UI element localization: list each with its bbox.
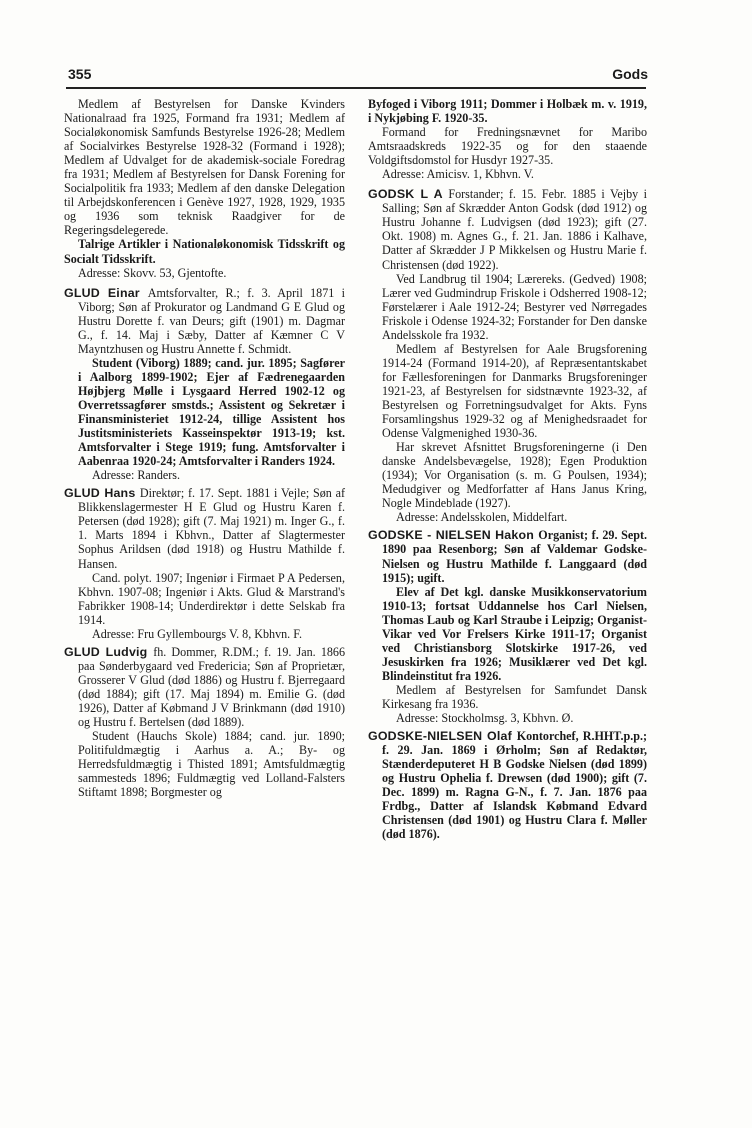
continuation-paragraph: Talrige Artikler i Nationaløkonomisk Tidsskrift og Socialt Tidsskrift.	[64, 237, 345, 266]
address-line: Adresse: Amicisv. 1, Kbhvn. V.	[382, 167, 534, 182]
address-line: Adresse: Fru Gyllembourgs V. 8, Kbhvn. F.	[92, 626, 303, 641]
page-number: 355	[68, 66, 92, 82]
entry-paragraph: Medlem af Bestyrelsen for Samfundet Dansk Kirkesang fra 1936.	[382, 682, 647, 711]
entry-paragraph: Cand. polyt. 1907; Ingeniør i Firmaet P A Pedersen, Kbhvn. 1907-08; Ingeniør i Akts. Glud & Marstrand's Fabrikker 1908-14; Underdirektør i dette Selskab fra 1914.	[78, 570, 345, 627]
entry-paragraph: Elev af Det kgl. danske Musikkonservatorium 1910-13; fortsat Uddannelse hos Carl Nielsen, Thomas Laub og Karl Straube i Leipzig; Organist-Vikar ved Vor Frelsers Kirke 1911-17; Organist ved Christiansborg Slotskirke 1917-26, ved Jesuskirken fra 1926; Musiklærer ved Det kgl. Blindeinstitut fra 1926.	[382, 584, 647, 683]
continuation-paragraph: Formand for Fredningsnævnet for Maribo Amtsraadskreds 1922-35 og for den staaende Voldgiftsdomstol for Husdyr 1927-35.	[368, 125, 647, 168]
entry-name: GLUD Hans	[64, 486, 140, 501]
entry-name: GLUD Einar	[64, 285, 148, 300]
entry-paragraph: Medlem af Bestyrelsen for Aale Brugsforening 1914-24 (Formand 1914-20), af Repræsentantskabet for Fællesforeningen for Danmarks Brugsforeninger 1921-23, af Bestyrelsen for sidstnævnte 1923-32, af Bestyrelsen og Forretningsudvalget for Akts. Fyns Forsamlingshus 1929-32 og af Menighedsraadet for Odense Valgmenighed 1930-36.	[382, 341, 647, 441]
entry-paragraph: Har skrevet Afsnittet Brugsforeningerne (i Den danske Andelsbevægelse, 1928); Egen Produktion (1934); Vor Organisation (s. m. G Poulsen, 1934); Medudgiver og Medforfatter af Hans Janus Kring, Nogle Mindeblade (1927).	[382, 440, 647, 511]
biography-entry	[368, 528, 647, 725]
entry-lead-text: Amtsforvalter, R.; f. 3. April 1871 i Viborg; Søn af Prokurator og Landmand G E Glud og Hustru Dorette f. van Deurs; gift (1901) m. Dagmar G., f. 14. Maj i Sæby, Datter af Kæmner C V Mayntzhusen og Hustru Annette f. Schmidt.	[78, 285, 345, 356]
entry-paragraph: Student (Hauchs Skole) 1884; cand. jur. 1890; Politifuldmægtig i Aarhus a. A.; By- og Herredsfuldmægtig i Thisted 1891; Amtsfuldmægtig sammesteds 1896; Fuldmægtig ved Lolland-Falsters Stiftamt 1898; Borgmester og	[78, 729, 345, 800]
address-line: Adresse: Randers.	[92, 468, 180, 483]
entry-paragraph: Student (Viborg) 1889; cand. jur. 1895; Sagfører i Aalborg 1899-1902; Ejer af Fædrenegaarden Højbjerg Mølle i Lysgaard Herred 1902-12 og Overretssagfører smstds.; Assistent og Sekretær i Finansministeriet 1912-24, tillige Assistent hos Justitsministeriets Kasseinspektør 1913-19; kst. Amtsforvalter i Stege 1919; fung. Amtsforvalter i Aabenraa 1920-24; Amtsforvalter i Randers 1924.	[78, 355, 345, 469]
entry-lead-text: Organist; f. 29. Sept. 1890 paa Resenborg; Søn af Valdemar Godske-Nielsen og Hustru Mathilde f. Langgaard (død 1915); ugift.	[382, 528, 648, 585]
biography-entry	[368, 187, 647, 524]
entry-lead-text: fh. Dommer, R.DM.; f. 19. Jan. 1866 paa Sønderbygaard ved Fredericia; Søn af Proprietær, Grosserer V Glud (død 1886) og Hustru f. Bjerregaard (død 1884); gift (17. Maj 1894) m. Emilie G. (død 1926), Datter af Købmand J V Brinkmann (død 1910) og Hustru f. Bertelsen (død 1889).	[78, 644, 346, 730]
address-line: Adresse: Andelsskolen, Middelfart.	[396, 510, 568, 525]
address-line: Adresse: Skovv. 53, Gjentofte.	[78, 265, 227, 280]
continuation-paragraph: Medlem af Bestyrelsen for Danske Kvinders Nationalraad fra 1925, Formand fra 1931; Medlem af Socialøkonomisk Samfunds Bestyrelse 1926-28; Medlem af Socialvirkes Bestyrelse 1928-32 (Formand i 1928); Medlem af Udvalget for de akademisk-sociale Foredrag fra 1931; Medlem af Bestyrelsen for Dansk Forening for Socialpolitik fra 1933; Medlem af den danske Delegation til Arbejdskonferencen i Genève 1927, 1928, 1929, 1935 og 1936 som teknisk Raadgiver for de Regeringsdelegerede.	[64, 97, 345, 238]
entry-name: GODSKE - NIELSEN Hakon	[368, 528, 539, 543]
biography-entry	[368, 729, 647, 841]
address-line: Adresse: Stockholmsg. 3, Kbhvn. Ø.	[396, 711, 574, 726]
right-column	[368, 97, 647, 841]
entry-paragraph: Ved Landbrug til 1904; Lærereks. (Gedved) 1908; Lærer ved Gudmindrup Friskole i Odsherred 1908-12; Førstelærer i Aale 1912-24; Bestyrer ved Nørregades Friskole i Odense 1924-32; Forstander for Den danske Andelsskole fra 1932.	[382, 271, 647, 342]
biography-entry	[64, 286, 345, 483]
header-rule	[66, 87, 646, 89]
left-column	[64, 97, 345, 799]
continuation-paragraph: Byfoged i Viborg 1911; Dommer i Holbæk m. v. 1919, i Nykjøbing F. 1920-35.	[368, 97, 647, 126]
page-header	[68, 66, 648, 86]
running-head: Gods	[612, 66, 648, 82]
entry-lead-text: Kontorchef, R.HHT.p.p.; f. 29. Jan. 1869 i Ørholm; Søn af Redaktør, Stænderdeputeret H B Godske Nielsen (død 1899) og Hustru Ophelia f. Drewsen (død 1900); gift (7. Dec. 1899) m. Ragna G-N., f. 7. Jan. 1876 paa Frdbg., Datter af Islandsk Købmand Edvard Christensen (død 1901) og Hustru Clara f. Møller (død 1876).	[382, 729, 647, 842]
entry-name: GODSKE-NIELSEN Olaf	[368, 729, 517, 744]
entry-name: GODSK L A	[368, 187, 449, 202]
entry-name: GLUD Ludvig	[64, 644, 154, 659]
entry-lead-text: Forstander; f. 15. Febr. 1885 i Vejby i Salling; Søn af Skrædder Anton Godsk (død 1912) og Hustru Johanne f. Ludvigsen (død 1923); gift (27. Okt. 1908) m. Agnes G., f. 21. Jan. 1886 i Kalhave, Datter af Skrædder J P Mikkelsen og Hustru Marie f. Christensen (død 1922).	[382, 187, 647, 272]
biography-entry	[64, 645, 345, 800]
biography-entry	[64, 486, 345, 641]
entry-lead-text: Direktør; f. 17. Sept. 1881 i Vejle; Søn af Blikkenslagermester H E Glud og Hustru Karen f. Petersen (død 1928); gift (7. Maj 1921) m. Inger G., f. 1. Marts 1894 i Kbhvn., Datter af Slagtermester Sophus Arildsen (død 1918) og Hustru Mathilde f. Hansen.	[78, 486, 345, 571]
